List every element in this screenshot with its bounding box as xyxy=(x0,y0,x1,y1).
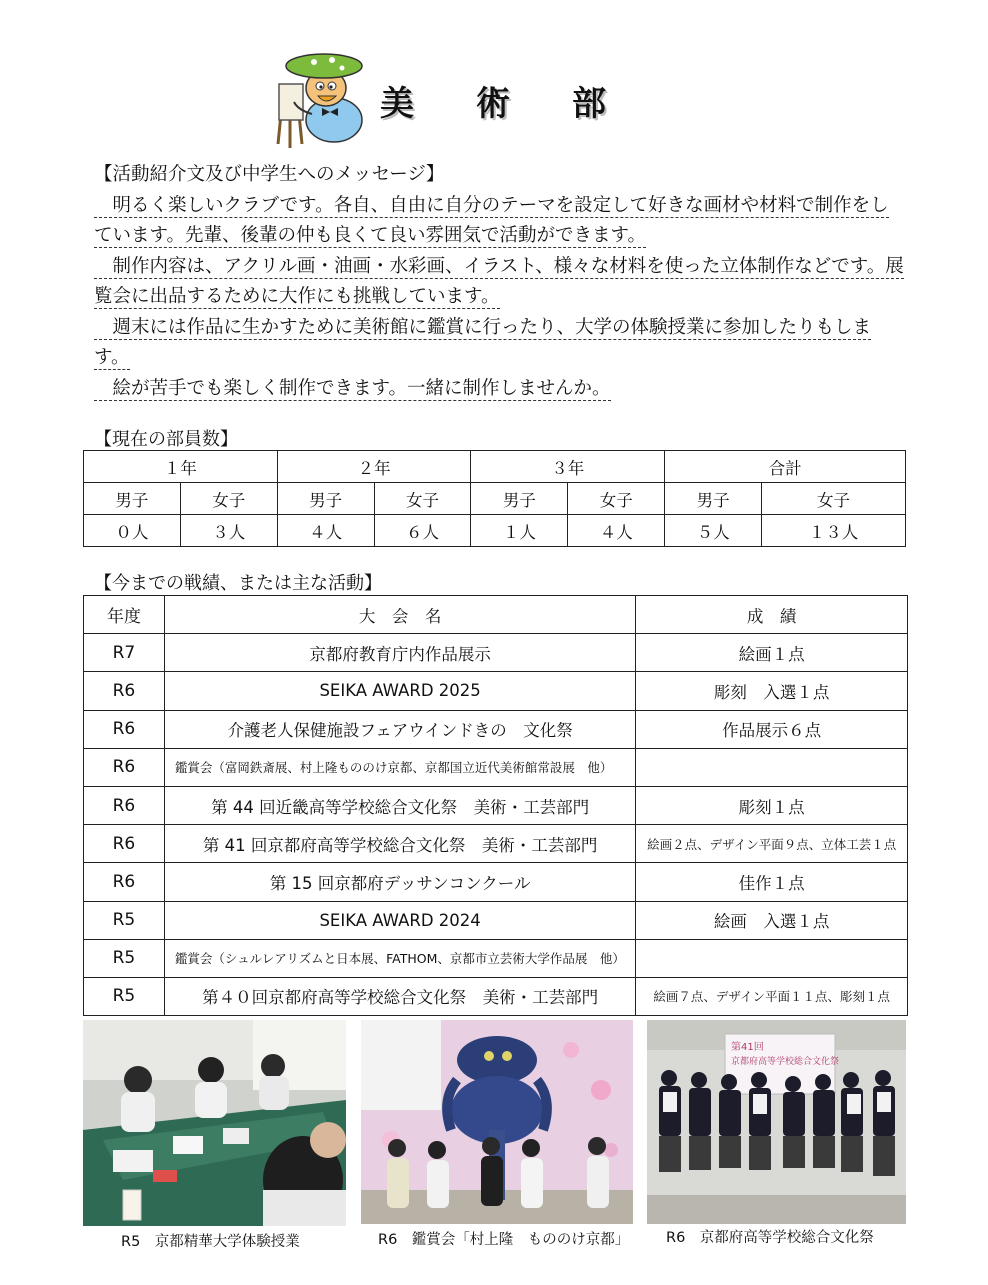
gender-cell: 女子 xyxy=(762,483,906,515)
event-cell: 第 15 回京都府デッサンコンクール xyxy=(164,863,635,901)
members-grade-row xyxy=(84,451,906,483)
members-count-row xyxy=(84,515,906,547)
count-cell: １３人 xyxy=(762,515,906,547)
members-title: 【現在の部員数】 xyxy=(94,429,238,450)
intro-paragraph-3: 週末には作品に生かすために美術館に鑑賞に行ったり、大学の体験授業に参加したりもします。 xyxy=(94,316,872,368)
event-cell: SEIKA AWARD 2025 xyxy=(164,672,635,710)
gender-cell: 女子 xyxy=(180,483,277,515)
year-cell: R7 xyxy=(84,634,165,672)
year-cell: R6 xyxy=(84,672,165,710)
year-cell: R5 xyxy=(84,901,165,939)
page-title xyxy=(380,76,606,125)
result-header: 成 績 xyxy=(636,596,908,634)
grade-cell: １年 xyxy=(84,451,278,483)
result-cell: 絵画２点、デザイン平面９点、立体工芸１点 xyxy=(636,825,908,863)
grade-cell: ２年 xyxy=(277,451,471,483)
result-cell xyxy=(636,748,908,786)
event-header: 大 会 名 xyxy=(164,596,635,634)
header xyxy=(276,44,636,148)
results-title: 【今までの戦績、または主な活動】 xyxy=(94,573,382,594)
event-cell: 鑑賞会（富岡鉄斎展、村上隆もののけ京都、京都国立近代美術館常設展 他） xyxy=(164,748,635,786)
photo-workshop xyxy=(83,1020,346,1226)
year-cell: R6 xyxy=(84,786,165,824)
year-header: 年度 xyxy=(84,596,165,634)
result-cell xyxy=(636,939,908,977)
year-cell: R6 xyxy=(84,710,165,748)
title-char-3: 部 xyxy=(572,84,606,124)
intro-paragraph-4: 絵が苦手でも楽しく制作できます。一緒に制作しませんか。 xyxy=(94,377,611,399)
result-cell: 絵画１点 xyxy=(636,634,908,672)
mascot-painter-icon xyxy=(276,44,368,148)
photo-caption-3: R6 京都府高等学校総合文化祭 xyxy=(666,1230,874,1246)
result-cell: 絵画 入選１点 xyxy=(636,901,908,939)
title-char-2: 術 xyxy=(476,84,510,124)
gender-cell: 男子 xyxy=(665,483,762,515)
year-cell: R6 xyxy=(84,748,165,786)
year-cell: R6 xyxy=(84,863,165,901)
results-header-row xyxy=(84,596,908,634)
count-cell: ５人 xyxy=(665,515,762,547)
result-cell: 絵画７点、デザイン平面１１点、彫刻１点 xyxy=(636,977,908,1015)
photo-festival xyxy=(647,1020,906,1224)
photo-caption-2: R6 鑑賞会「村上隆 もののけ京都」 xyxy=(378,1232,630,1248)
year-cell: R6 xyxy=(84,825,165,863)
table-row xyxy=(84,825,908,863)
table-row xyxy=(84,710,908,748)
table-row xyxy=(84,634,908,672)
event-cell: 鑑賞会（シュルレアリズムと日本展、FATHOM、京都市立芸術大学作品展 他） xyxy=(164,939,635,977)
photo-exhibition xyxy=(361,1020,633,1224)
year-cell: R5 xyxy=(84,939,165,977)
table-row xyxy=(84,672,908,710)
year-cell: R5 xyxy=(84,977,165,1015)
intro-section xyxy=(94,160,906,404)
title-char-1: 美 xyxy=(380,84,414,124)
table-row xyxy=(84,977,908,1015)
result-cell: 彫刻１点 xyxy=(636,786,908,824)
table-row xyxy=(84,863,908,901)
poster-line-2: 京都府高等学校総合文化祭 xyxy=(731,1057,840,1067)
gender-cell: 男子 xyxy=(84,483,181,515)
members-gender-row xyxy=(84,483,906,515)
count-cell: １人 xyxy=(471,515,568,547)
event-cell: 第 41 回京都府高等学校総合文化祭 美術・工芸部門 xyxy=(164,825,635,863)
result-cell: 彫刻 入選１点 xyxy=(636,672,908,710)
intro-paragraph-2: 制作内容は、アクリル画・油画・水彩画、イラスト、様々な材料を使った立体制作などです。展覧会に出品するために大作にも挑戦しています。 xyxy=(94,255,904,307)
grade-cell: ３年 xyxy=(471,451,665,483)
count-cell: ４人 xyxy=(568,515,665,547)
table-row xyxy=(84,786,908,824)
count-cell: ３人 xyxy=(180,515,277,547)
grade-cell: 合計 xyxy=(665,451,906,483)
gender-cell: 女子 xyxy=(568,483,665,515)
result-cell: 佳作１点 xyxy=(636,863,908,901)
table-row xyxy=(84,748,908,786)
gender-cell: 女子 xyxy=(374,483,471,515)
poster-line-1: 第41回 xyxy=(731,1042,764,1053)
gender-cell: 男子 xyxy=(277,483,374,515)
table-row xyxy=(84,901,908,939)
result-cell: 作品展示６点 xyxy=(636,710,908,748)
count-cell: ０人 xyxy=(84,515,181,547)
count-cell: ６人 xyxy=(374,515,471,547)
gender-cell: 男子 xyxy=(471,483,568,515)
results-table xyxy=(83,595,908,1016)
members-table xyxy=(83,450,906,547)
photo-caption-1: R5 京都精華大学体験授業 xyxy=(121,1234,300,1250)
event-cell: 介護老人保健施設フェアウインドきの 文化祭 xyxy=(164,710,635,748)
intro-paragraph-1: 明るく楽しいクラブです。各自、自由に自分のテーマを設定して好きな画材や材料で制作をしています。先輩、後輩の仲も良くて良い雰囲気で活動ができます。 xyxy=(94,194,889,246)
event-cell: 第 44 回近畿高等学校総合文化祭 美術・工芸部門 xyxy=(164,786,635,824)
event-cell: 第４０回京都府高等学校総合文化祭 美術・工芸部門 xyxy=(164,977,635,1015)
event-cell: 京都府教育庁内作品展示 xyxy=(164,634,635,672)
count-cell: ４人 xyxy=(277,515,374,547)
intro-heading: 【活動紹介文及び中学生へのメッセージ】 xyxy=(94,164,445,185)
table-row xyxy=(84,939,908,977)
event-cell: SEIKA AWARD 2024 xyxy=(164,901,635,939)
